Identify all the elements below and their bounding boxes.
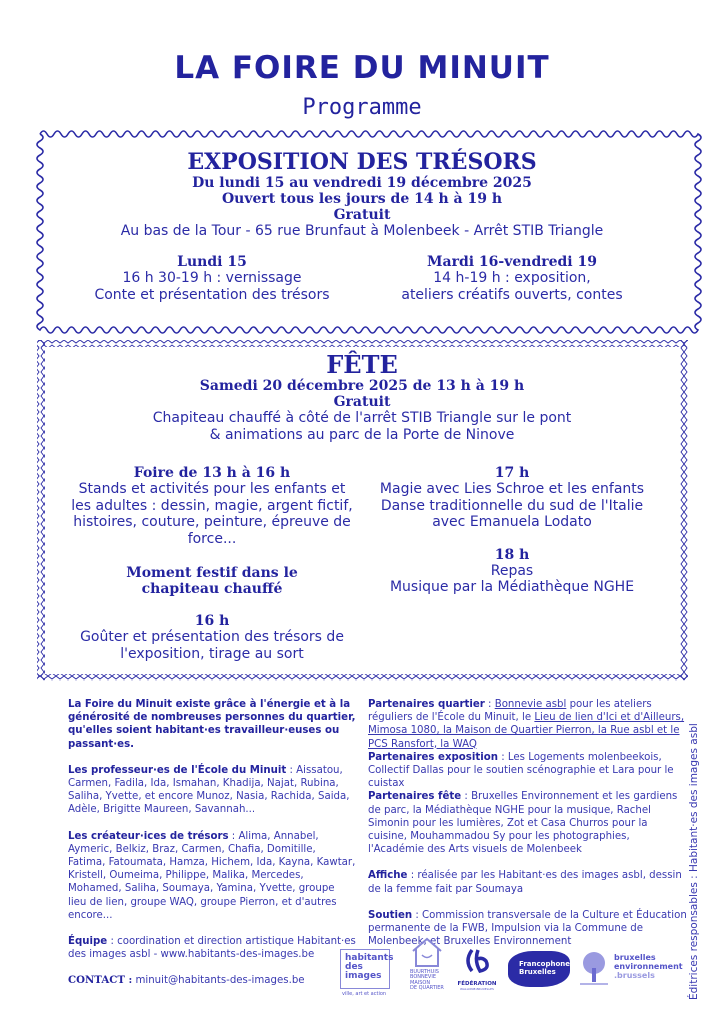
team-label: Équipe	[68, 936, 108, 948]
logo-bruxelles-environnement	[578, 950, 683, 990]
expo-week	[362, 254, 662, 303]
fete-item-line: avec Emanuela Lodato	[432, 514, 592, 530]
profs-label: Les professeur·es de l'École du Minuit	[68, 764, 287, 776]
expo-section	[0, 149, 724, 240]
logo-tagline: ville, art et action	[342, 991, 387, 997]
contact-email[interactable]: minuit@habitants-des-images.be	[135, 975, 305, 987]
fete-section	[0, 352, 724, 443]
fete-item-text: Stands et activités pour les enfants et les adultes : dessin, magie, argent fictif, histoires, couture, peinture, épreuve de force...	[71, 481, 353, 547]
logo-text: bruxelles	[614, 953, 656, 962]
partners-link[interactable]: Lieu de lien d'Ici et d'Ailleurs, Mimosa 1080, la Maison de Quartier Pierron, la Rue asbl et le PCS Ransfort, la WAQ	[368, 712, 685, 750]
publisher-note: Éditrices responsables : Habitant·es des images asbl	[688, 723, 700, 1000]
contact-label: CONTACT :	[68, 974, 133, 987]
tree-icon	[578, 950, 610, 986]
logo-text: BUURTHUIS	[410, 968, 439, 975]
expo-location: Au bas de la Tour - 65 rue Brunfaut à Molenbeek - Arrêt STIB Triangle	[120, 223, 604, 239]
expo-week-line: ateliers créatifs ouverts, contes	[401, 286, 623, 303]
logo-bonnevie	[410, 937, 448, 992]
logo-text: Francophones	[519, 960, 575, 968]
profs-list: : Aissatou, Carmen, Fadila, Ida, Ismahan, Khadija, Najat, Rubina, Saliha, Yvette, et encore Munoz, Nasia, Rachida, Saida, Adèle, Brigitte Maureen, Savannah...	[68, 764, 350, 816]
fete-item-title: 16 h	[194, 613, 230, 629]
logo-text: WALLONIE-BRUXELLES	[460, 987, 494, 991]
fete-right-column	[362, 465, 662, 596]
expo-title: EXPOSITION DES TRÉSORS	[187, 149, 537, 175]
makers-label: Les créateur·ices de trésors	[68, 830, 229, 842]
logo-text: DE QUARTIER	[410, 985, 444, 991]
fete-item-title: Foire de 13 h à 16 h	[133, 465, 291, 481]
pq-sep: :	[484, 699, 495, 710]
expo-week-title: Mardi 16-vendredi 19	[427, 254, 597, 270]
fete-price: Gratuit	[333, 394, 391, 410]
pe-label: Partenaires exposition	[368, 751, 498, 763]
logo-text: FÉDÉRATION	[457, 981, 497, 987]
fete-item-line: Musique par la Médiathèque NGHE	[389, 579, 635, 595]
fete-item-title: 17 h	[494, 465, 530, 481]
logo-text: MAISON	[410, 979, 431, 986]
fete-item-title: 18 h	[494, 546, 530, 563]
expo-monday-line: Conte et présentation des trésors	[94, 286, 330, 303]
expo-price: Gratuit	[333, 207, 391, 223]
logo-habitants-des-images	[340, 949, 394, 989]
fete-item-line: Magie avec Lies Schroe et les enfants	[379, 481, 645, 497]
pf-text: : Bruxelles Environnement et les gardiens de parc, la Médiathèque NGHE pour la musique, Rachel Simonin pour les lumières, Zot et Casa Churros pour la cuisine, Mouhammadou Sy pour les photographies, l'Académie des Arts visuels de Molenbeek	[368, 791, 678, 856]
logo-text: .brussels	[614, 971, 655, 980]
pf-label: Partenaires fête	[368, 791, 462, 803]
poster-text: : réalisée par les Habitant·es des images asbl, dessin de la femme fait par Soumaya	[368, 870, 682, 895]
support-text: : Commission transversale de la Culture et Éducation permanente de la FWB, Impulsion via la Commune de Molenbeek, et Bruxelles Environnement	[368, 909, 687, 948]
expo-week-line: 14 h-19 h : exposition,	[433, 270, 591, 286]
team-text: : coordination et direction artistique Habitant·es des images asbl - www.habitants-des-images.be	[68, 936, 356, 961]
credits-intro: La Foire du Minuit existe grâce à l'énergie et à la générosité de nombreuses personnes du quartier, qu'elles soient habitant·es travailleur·euses ou passant·es.	[68, 699, 356, 750]
logo-text: Bruxelles	[519, 968, 556, 976]
logo-text: des	[345, 962, 363, 972]
fete-location: Chapiteau chauffé à côté de l'arrêt STIB Triangle sur le pont	[152, 410, 572, 426]
pq-text: pour les ateliers réguliers de l'École du Minuit, le	[368, 699, 652, 724]
fete-left-column	[67, 465, 357, 662]
logo-text: habitants	[345, 953, 394, 963]
logo-text: images	[345, 971, 382, 981]
logo-fwb	[456, 947, 498, 991]
fete-item-text: Goûter et présentation des trésors de l'exposition, tirage au sort	[80, 629, 344, 662]
credits-right	[368, 698, 688, 961]
fwb-mark-icon	[462, 947, 492, 977]
fete-item-title: Moment festif dans le chapiteau chauffé	[126, 565, 298, 597]
fete-item-line: Danse traditionnelle du sud de l'Italie	[380, 497, 644, 514]
logo-francophones-bruxelles	[508, 951, 575, 987]
fete-location: & animations au parc de la Porte de Ninove	[209, 426, 515, 443]
house-icon	[410, 937, 444, 967]
credits-left	[68, 698, 356, 1001]
logo-text: BONNEVIE	[410, 974, 436, 980]
fete-item-line: Repas	[490, 562, 534, 579]
expo-monday-title: Lundi 15	[177, 254, 247, 270]
fete-date: Samedi 20 décembre 2025 de 13 h à 19 h	[199, 378, 525, 394]
expo-monday-line: 16 h 30-19 h : vernissage	[122, 270, 302, 286]
poster-label: Affiche	[368, 870, 408, 882]
expo-hours: Ouvert tous les jours de 14 h à 19 h	[221, 191, 503, 207]
fete-title: FÊTE	[326, 350, 398, 379]
expo-monday	[62, 254, 362, 303]
expo-dates: Du lundi 15 au vendredi 19 décembre 2025	[192, 175, 532, 191]
pe-text: : Les Logements molenbeekois, Collectif Dallas pour le soutien scénographie et Lara pour le cuistax	[368, 751, 674, 790]
makers-list: : Alima, Annabel, Aymeric, Belkiz, Braz, Carmen, Chafia, Domitille, Fatima, Fatoumata, Hamza, Hichem, Ida, Kayna, Kawtar, Kristell, Oumeima, Philippe, Malika, Mercedes, Mohamed, Saliha, Soumaya, Yamina, Yvette, groupe lieu de lien, groupe WAQ, groupe Pierron, et d'autres encore...	[68, 830, 356, 921]
logo-text: environnement	[614, 962, 683, 971]
support-label: Soutien	[368, 909, 413, 921]
bonnevie-link[interactable]: Bonnevie asbl	[494, 699, 567, 710]
page-title: LA FOIRE DU MINUIT	[174, 50, 550, 86]
page-subtitle: Programme	[302, 95, 422, 120]
pq-label: Partenaires quartier	[368, 699, 485, 710]
